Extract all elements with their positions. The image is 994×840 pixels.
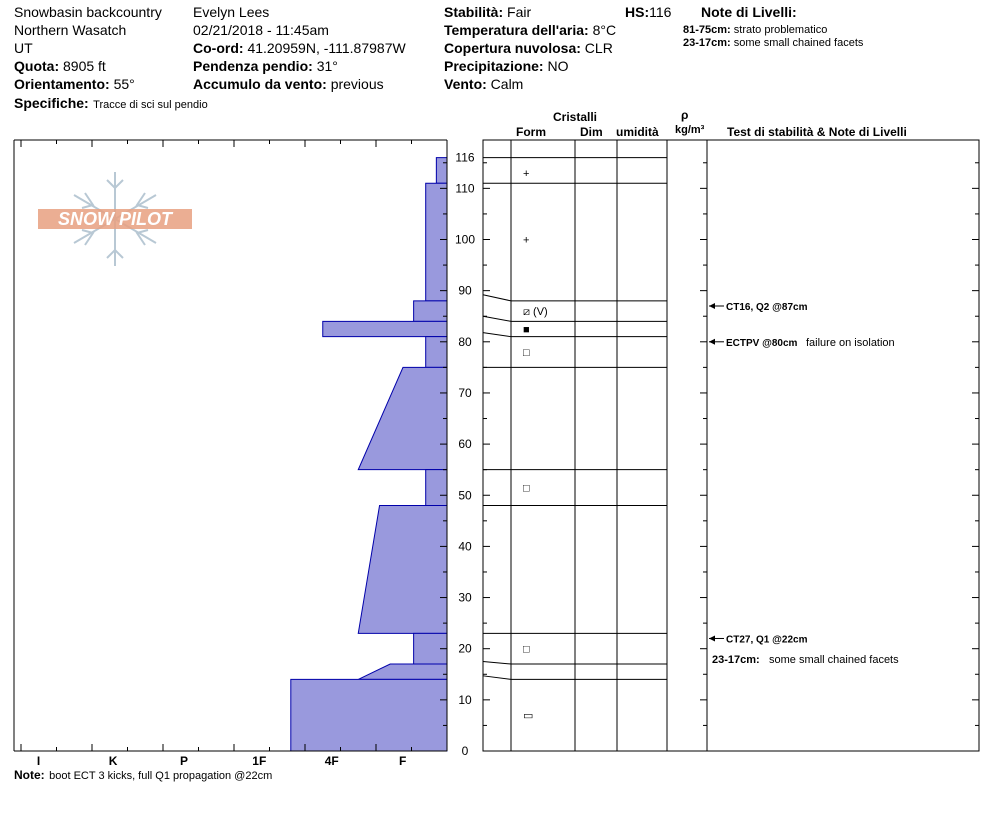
precip-label: Precipitazione: [444,58,544,74]
note-text: boot ECT 3 kicks, full Q1 propagation @22cm [49,770,273,782]
layer-boundary [483,676,511,680]
grain-symbol: + [523,234,530,247]
hardness-layer [414,301,447,321]
hardness-layer [426,337,447,368]
form-header: Form [516,125,546,139]
hardness-label: 1F [252,754,267,768]
hardness-label: F [399,754,407,768]
density-unit-header: kg/m³ [675,124,705,136]
hardness-label: I [36,754,41,768]
arrow-head-icon [709,635,715,641]
sky-value: CLR [584,40,613,56]
sky-label: Copertura nuvolosa: [444,40,581,56]
slope-value: 31° [316,58,338,74]
hs-value: 116 [649,4,672,20]
grain-symbol: □ [523,482,530,495]
layer-notes-title: Note di Livelli: [701,4,797,20]
hardness-layer [323,321,447,336]
hardness-layer [358,664,447,679]
grain-symbol: □ [523,347,530,360]
inline-layer-note-range: 23-17cm: [712,654,760,666]
rho-header: ρ [681,108,689,122]
mountain-range: Northern Wasatch [14,22,127,38]
arrow-head-icon [709,303,715,309]
note-label: Note: [14,768,45,782]
depth-label: 110 [455,181,475,196]
grain-symbol: ▭ [523,710,534,723]
specifics-label: Specifiche: [14,95,89,111]
hardness-layer [358,367,447,469]
depth-label: 0 [461,744,469,758]
hardness-profile [291,158,447,751]
stability-test-label: CT16, Q2 @87cm [726,301,808,313]
layer-boundary [483,295,511,301]
depth-label: 116 [455,150,475,165]
stability-test-label: CT27, Q1 @22cm [726,634,808,646]
hardness-label: 4F [324,754,339,768]
state: UT [14,40,33,56]
specifics-value: Tracce di sci sul pendio [93,99,208,111]
stability-label: Stabilità: [444,4,504,20]
hardness-layer [426,183,447,301]
tests-header: Test di stabilità & Note di Livelli [727,125,907,139]
stability-test-note: failure on isolation [806,336,895,349]
aspect-label: Orientamento: [14,76,110,92]
air-temp-value: 8°C [592,22,617,38]
wind-label: Vento: [444,76,487,92]
depth-label: 10 [458,692,472,707]
stability-value: Fair [507,4,532,20]
layer-boundary [483,333,511,337]
layer-note-range: 81-75cm: [683,24,731,36]
hardness-label: P [180,754,189,768]
grain-form-symbols [523,168,548,722]
hardness-label: K [108,754,118,768]
elevation-label: Quota: [14,58,60,74]
depth-tick-labels [455,151,475,758]
depth-label: 80 [458,334,472,349]
wind-loading-label: Accumulo da vento: [193,76,327,92]
depth-label: 90 [458,283,472,298]
inline-layer-note-text: some small chained facets [769,654,899,666]
dim-header: Dim [580,125,603,139]
coords-value: 41.20959N, -111.87987W [247,40,406,56]
hardness-layer [436,158,447,184]
footer-note [14,766,272,784]
hardness-layer [426,470,447,506]
depth-label: 40 [458,539,472,554]
wind-loading-value: previous [330,76,384,92]
depth-label: 70 [458,385,472,400]
slope-label: Pendenza pendio: [193,58,313,74]
layer-note-range: 23-17cm: [683,37,731,49]
coords-label: Co-ord: [193,40,244,56]
elevation-value: 8905 ft [63,58,106,74]
layer-boundary [483,661,511,664]
grain-symbol: + [523,168,530,181]
depth-label: 100 [454,232,476,247]
location-name: Snowbasin backcountry [14,4,162,20]
layer-note-text: some small chained facets [733,37,864,49]
wind-value: Calm [490,76,524,92]
depth-label: 50 [458,488,472,503]
grain-symbol: ■ [523,324,530,337]
stability-test-markers [709,302,895,645]
observation-datetime: 02/21/2018 - 11:45am [193,22,329,38]
layer-note-text: strato problematico [733,24,828,36]
arrow-head-icon [709,339,715,345]
depth-label: 20 [458,641,472,656]
air-temp-label: Temperatura dell'aria: [444,22,589,38]
precip-value: NO [547,58,569,74]
hs-label: HS: [625,4,650,20]
aspect-value: 55° [113,76,135,92]
depth-label: 30 [458,590,472,605]
humidity-header: umidità [616,125,659,139]
grain-symbol: ⧄ (V) [523,306,548,319]
depth-label: 60 [458,437,472,452]
grain-symbol: □ [523,643,530,656]
stability-test-label: ECTPV @80cm [726,337,798,349]
hardness-layer [358,505,447,633]
hardness-layer [291,679,447,751]
layer-boundary [483,316,511,321]
observer-name: Evelyn Lees [193,4,270,20]
logo-text: SNOW PILOT [58,209,172,229]
snowpilot-logo [38,172,192,266]
crystals-header: Cristalli [553,110,598,124]
